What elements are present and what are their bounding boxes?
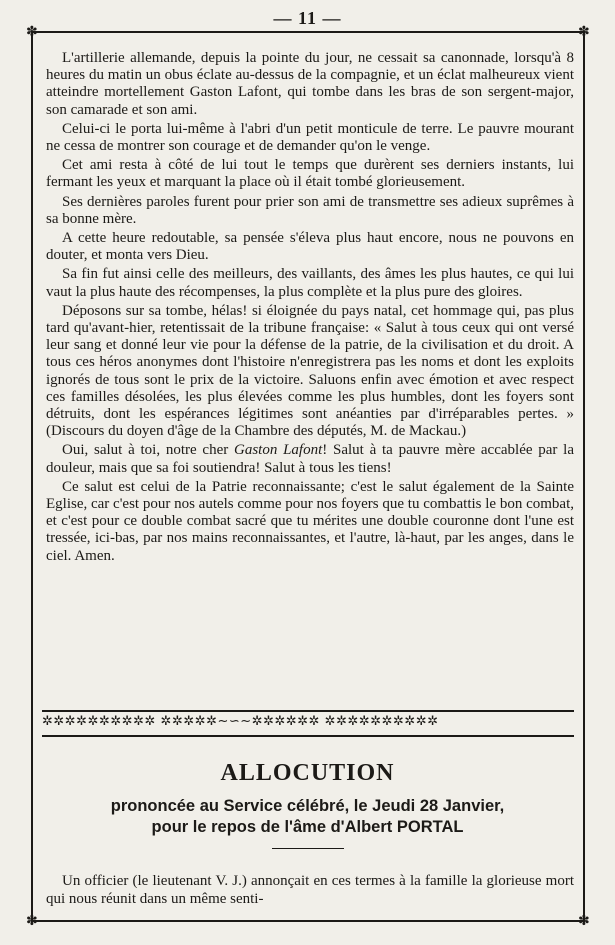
corner-ornament-icon: ✽: [578, 913, 590, 929]
subtitle-line: prononcée au Service célébré, le Jeudi 28 Janvier,: [110, 797, 505, 815]
corner-ornament-icon: ✽: [26, 24, 38, 40]
paragraph: Celui-ci le porta lui-même à l'abri d'un petit monticule de terre. Le pauvre mourant ne cessa de montrer son courage et de demander qu'on le venge.: [46, 120, 574, 155]
salut-paragraph: [46, 442, 574, 476]
intro-paragraph: Un officier (le lieutenant V. J.) annonçait en ces termes à la famille la glorieuse mort qui nous réunit dans un même senti-: [46, 873, 574, 907]
subtitle-line: pour le repos de l'âme d'Albert PORTAL: [151, 818, 464, 836]
salut-text-end: ! Salut à ta pauvre mère accablée par la douleur, mais que sa foi soutiendra! Salut à tous les tiens!: [46, 442, 574, 476]
closing-paragraph: Ce salut est celui de la Patrie reconnaissante; c'est le salut également de la Sainte Eglise, car c'est pour nos autels comme pour nos foyers que tu combattis le bon combat, et c'est pour ce double combat sacré que tu mérites une double couronne dont l'une est tressée, ici-bas, par nos mains reconnaissantes, et l'autre, là-haut, par les anges, dans le ciel. Amen.: [46, 478, 574, 564]
paragraph: Déposons sur sa tombe, hélas! si éloignée du pays natal, cet hommage qui, pas plus tard qu'avant-hier, retentissait de la tribune française: « Salut à tous ceux qui ont versé leur sang et donné leur vie pour la défense de la patrie, de la civilisation et du droit. A tous ces héros anonymes dont l'histoire n'enregistrera pas les noms et dont les exploits ignorés de tous sont le prix de la victoire. Saluons enfin avec émotion et avec respect ces familles désolées, les plus élevées comme les plus humbles, dont les foyers sont détruits, dont les espérances légitimes sont anéanties par d'irréparables pertes. » (Discours du doyen d'âge de la Chambre des députés, M. de Mackau.): [46, 302, 574, 440]
page-frame-right: [583, 31, 585, 921]
section-separator: [272, 848, 344, 849]
paragraph: Sa fin fut ainsi celle des meilleurs, des vaillants, des âmes les plus hautes, ce qui lui vaut la plus haute des récompenses, la plus complète et la plus pure des gloires.: [46, 266, 574, 300]
ornament-rule-bottom: [42, 735, 574, 737]
page-frame-top: [31, 31, 585, 33]
paragraph: L'artillerie allemande, depuis la pointe du jour, ne cessait sa canonnade, lorsqu'à 8 heures du matin un obus éclate au-dessus de la compagnie, et un éclat malheureux vient atteindre mortellement Gaston Lafont, qui tombe dans les bras de son sergent-major, son camarade et son ami.: [46, 50, 574, 118]
intro-text-block: [46, 872, 574, 908]
salut-text-start: Oui, salut à toi, notre cher: [62, 442, 234, 459]
paragraph: Cet ami resta à côté de lui tout le temps que durèrent ses derniers instants, lui fermant les yeux et marquant la place où il était tombé glorieusement.: [46, 157, 574, 191]
section-title: ALLOCUTION: [220, 760, 395, 786]
paragraph: A cette heure redoutable, sa pensée s'éleva plus haut encore, nous ne pouvons en douter, et monta vers Dieu.: [46, 230, 574, 264]
soldier-name: Gaston Lafont: [233, 442, 323, 459]
page-frame-left: [31, 31, 33, 921]
ornament-border: ✲✲✲✲✲✲✲✲✲✲ ✲✲✲✲✲~∽~✲✲✲✲✲✲ ✲✲✲✲✲✲✲✲✲✲: [42, 714, 439, 729]
page-number: [0, 8, 615, 29]
page-frame-bottom: [31, 920, 585, 922]
ornament-rule-top: [42, 710, 574, 712]
corner-ornament-icon: ✽: [26, 913, 38, 929]
corner-ornament-icon: ✽: [578, 24, 590, 40]
page-number-text: — 11 —: [267, 8, 347, 28]
paragraph: Ses dernières paroles furent pour prier son ami de transmettre ses adieux suprêmes à sa bonne mère.: [46, 193, 574, 227]
body-text: [46, 50, 574, 565]
